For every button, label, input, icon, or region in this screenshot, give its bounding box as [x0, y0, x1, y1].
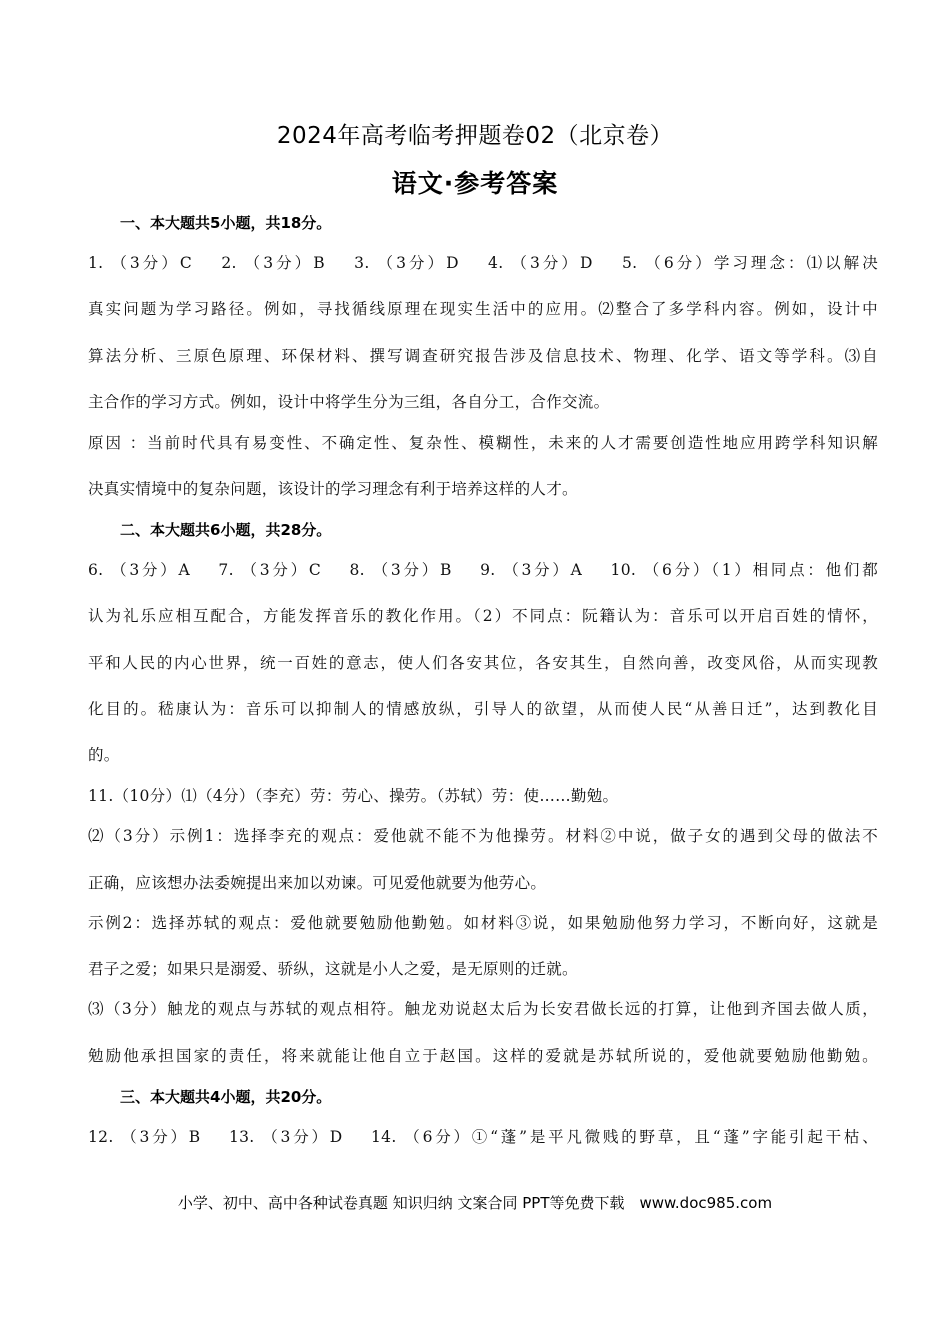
document-title: 2024年高考临考押题卷02（北京卷）: [276, 123, 674, 149]
answer-line: 君子之爱；如果只是溺爱、骄纵，这就是小人之爱，是无原则的迁就。: [88, 960, 578, 978]
answer-line: ⑶（3分）触龙的观点与苏轼的观点相符。触龙劝说赵太后为长安君做长远的打算，让他到齐国去做人质，: [88, 1000, 878, 1018]
answer-line: 主合作的学习方式。例如，设计中将学生分为三组，各自分工，合作交流。: [88, 393, 610, 411]
answer-line: 的。: [88, 746, 120, 764]
answer-line: 真实问题为学习路径。例如，寻找循线原理在现实生活中的应用。⑵整合了多学科内容。例如，设计中: [88, 300, 878, 318]
answer-line: 认为礼乐应相互配合，方能发挥音乐的教化作用。（2）不同点：阮籍认为：音乐可以开启百姓的情怀，: [88, 607, 878, 625]
section-heading: 二、本大题共6小题，共28分。: [120, 521, 332, 539]
answer-line: 12. （3分）B 13. （3分）D 14. （6分）①“蓬”是平凡微贱的野草，且“蓬”字能引起干枯、: [88, 1128, 878, 1146]
answer-line: 算法分析、三原色原理、环保材料、撰写调查研究报告涉及信息技术、物理、化学、语文等学科。⑶自: [88, 347, 878, 365]
answer-line: 决真实情境中的复杂问题，该设计的学习理念有利于培养这样的人才。: [88, 480, 578, 498]
page-footer: 小学、初中、高中各种试卷真题 知识归纳 文案合同 PPT等免费下载 www.doc985.com: [177, 1194, 773, 1212]
answer-line: 化目的。嵇康认为：音乐可以抑制人的情感放纵，引导人的欲望，从而使人民“从善日迁”，达到教化目: [88, 700, 878, 718]
answer-line: 示例2：选择苏轼的观点：爱他就要勉励他勤勉。如材料③说，如果勉励他努力学习，不断向好，这就是: [88, 914, 878, 932]
answer-line: 勉励他承担国家的责任，将来就能让他自立于赵国。这样的爱就是苏轼所说的，爱他就要勉励他勤勉。: [88, 1047, 878, 1065]
answer-line: 6. （3分）A 7. （3分）C 8. （3分）B 9. （3分）A 10. （6分）（1）相同点：他们都: [88, 561, 878, 579]
answer-line: 正确，应该想办法委婉提出来加以劝谏。可见爱他就要为他劳心。: [88, 874, 547, 892]
answer-line: 平和人民的内心世界，统一百姓的意志，使人们各安其位，各安其生，自然向善，改变风俗，从而实现教: [88, 654, 878, 672]
answer-line: ⑵（3分）示例1：选择李充的观点：爱他就不能不为他操劳。材料②中说，做子女的遇到父母的做法不: [88, 827, 878, 845]
answer-line: 1. （3分）C 2. （3分）B 3. （3分）D 4. （3分）D 5. （6分）学习理念：⑴以解决: [88, 254, 878, 272]
section-heading: 一、本大题共5小题，共18分。: [120, 214, 332, 232]
section-heading: 三、本大题共4小题，共20分。: [120, 1088, 332, 1106]
answer-line: 原因 ：当前时代具有易变性、不确定性、复杂性、模糊性，未来的人才需要创造性地应用跨学科知识解: [88, 434, 878, 452]
answer-line: 11.（10分）⑴（4分）（李充）劳：劳心、操劳。（苏轼）劳：使……勤勉。: [88, 787, 619, 805]
document-subtitle: 语文·参考答案: [391, 169, 559, 198]
